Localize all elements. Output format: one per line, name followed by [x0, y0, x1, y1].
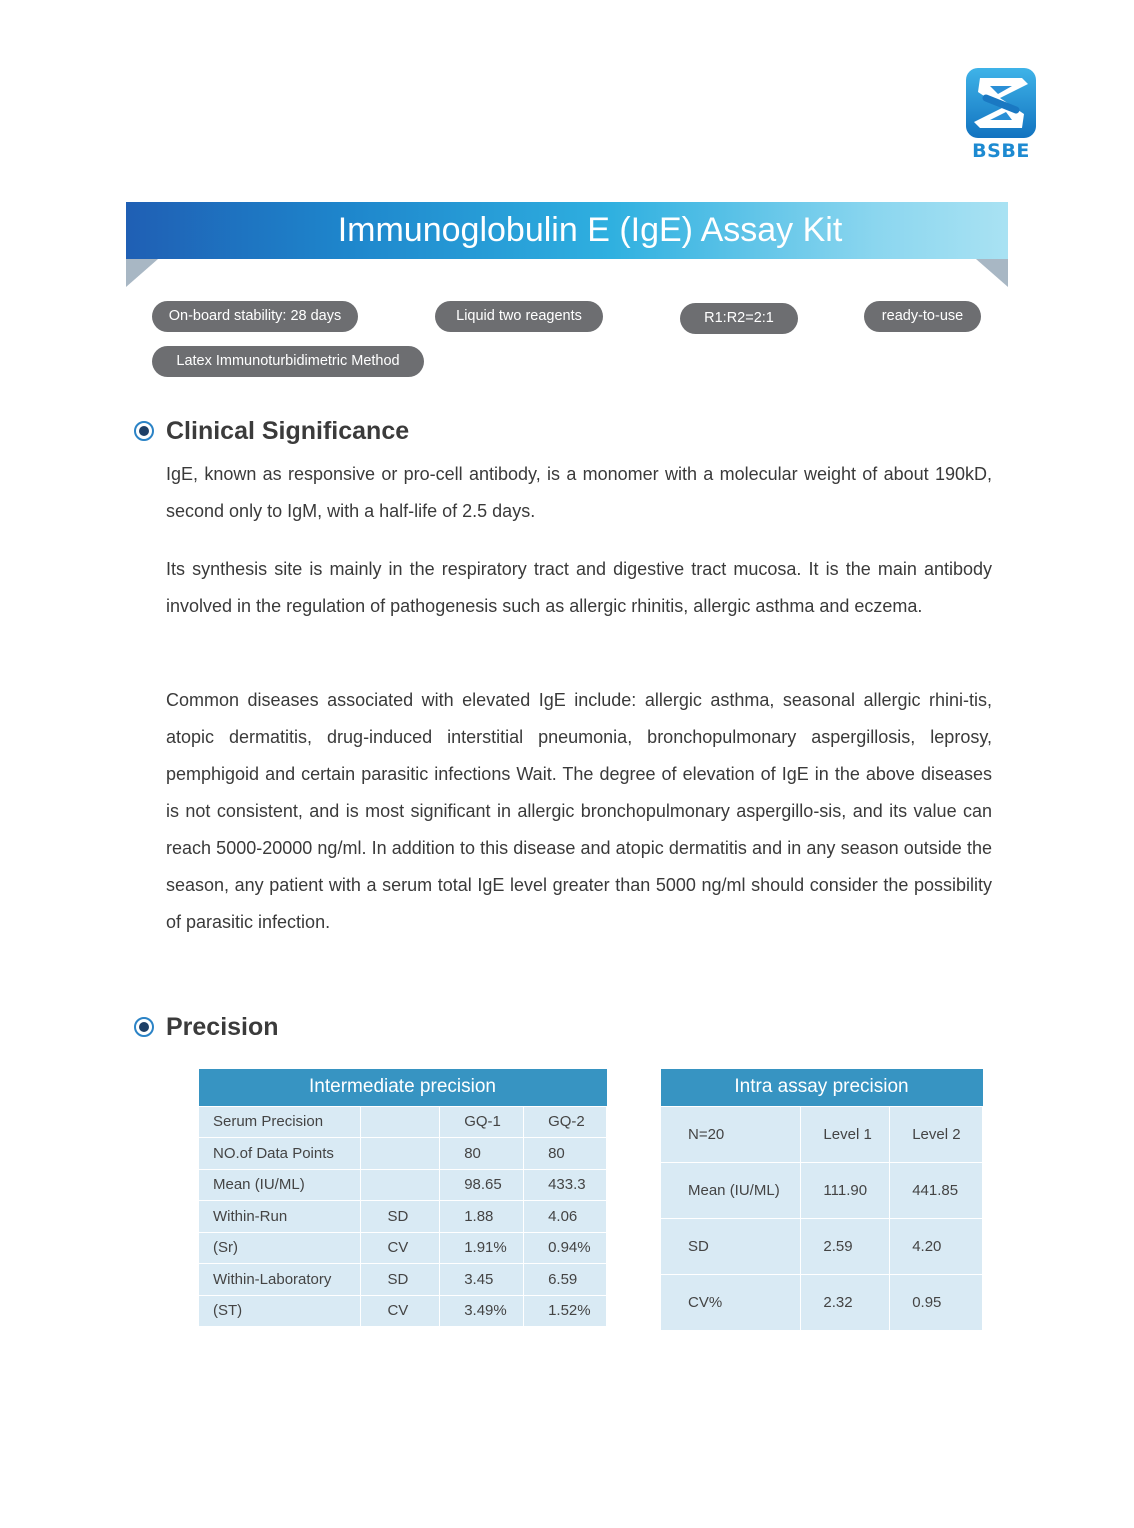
table-row [199, 1138, 607, 1170]
table-row [199, 1169, 607, 1201]
bsbe-s-logo-icon [966, 68, 1036, 138]
table-row [199, 1106, 607, 1138]
paragraph: IgE, known as responsive or pro-cell antibody, is a monomer with a molecular weight of about 190kD, second only to IgM, with a half-life of 2.5 days. [166, 464, 992, 521]
table-cell: 80 [440, 1138, 524, 1170]
table-cell: Serum Precision [199, 1106, 361, 1138]
table-row [199, 1264, 607, 1296]
table-cell: 1.52% [524, 1295, 607, 1327]
table-cell: 4.06 [524, 1201, 607, 1233]
table-cell: SD [361, 1201, 440, 1233]
table-cell [361, 1138, 440, 1170]
table-cell: Mean (IU/ML) [199, 1169, 361, 1201]
table-cell: CV [361, 1295, 440, 1327]
banner-fold-right [976, 259, 1008, 287]
paragraph: Its synthesis site is mainly in the respiratory tract and digestive tract mucosa. It is the main antibody involved in the regulation of pathogenesis such as allergic rhinitis, allergic asthma and eczema. [166, 559, 992, 616]
feature-pill-ready: ready-to-use [864, 301, 981, 332]
table-cell: 433.3 [524, 1169, 607, 1201]
table-row [661, 1274, 983, 1330]
table-title: Intermediate precision [199, 1069, 607, 1106]
table-title: Intra assay precision [661, 1069, 983, 1106]
table-row [199, 1295, 607, 1327]
section-heading-clinical [134, 416, 409, 446]
table-cell: CV% [661, 1274, 801, 1330]
table-cell: 2.59 [801, 1218, 890, 1274]
table-cell: Within-Laboratory [199, 1264, 361, 1296]
table-cell: Mean (IU/ML) [661, 1162, 801, 1218]
table-cell: SD [361, 1264, 440, 1296]
bullet-icon [134, 421, 154, 441]
table-cell: CV [361, 1232, 440, 1264]
table-cell: GQ-1 [440, 1106, 524, 1138]
table-row [661, 1162, 983, 1218]
bullet-icon [134, 1017, 154, 1037]
feature-pill-stability: On-board stability: 28 days [152, 301, 358, 332]
feature-pill-ratio: R1:R2=2:1 [680, 303, 798, 334]
table-cell: 3.45 [440, 1264, 524, 1296]
table-row [199, 1201, 607, 1233]
brand-logo [964, 68, 1038, 164]
paragraph: Common diseases associated with elevated IgE include: allergic asthma, seasonal allergic rhini-tis, atopic dermatitis, drug-induced interstitial pneumonia, bronchopulmonary aspergillosis, leprosy, pemphigoid and certain parasitic infections Wait. The degree of elevation of IgE in the above diseases is not consistent, and is most significant in allergic bronchopulmonary aspergillo-sis, and its value can reach 5000-20000 ng/ml. In addition to this disease and atopic dermatitis and in any season outside the season, any patient with a serum total IgE level greater than 5000 ng/ml should consider the possibility of parasitic infection. [166, 690, 992, 932]
feature-pill-reagents: Liquid two reagents [435, 301, 603, 332]
table-cell: Level 1 [801, 1106, 890, 1162]
page-title: Immunoglobulin E (IgE) Assay Kit [337, 211, 843, 249]
table-cell: 111.90 [801, 1162, 890, 1218]
table-cell: 98.65 [440, 1169, 524, 1201]
table-cell: N=20 [661, 1106, 801, 1162]
table-cell: NO.of Data Points [199, 1138, 361, 1170]
table-row [661, 1218, 983, 1274]
table-cell: Level 2 [890, 1106, 983, 1162]
table-cell: (Sr) [199, 1232, 361, 1264]
table-cell [361, 1169, 440, 1201]
table-cell: (ST) [199, 1295, 361, 1327]
table-cell: 0.95 [890, 1274, 983, 1330]
table-cell: 441.85 [890, 1162, 983, 1218]
table-cell: 0.94% [524, 1232, 607, 1264]
feature-pill-method: Latex Immunoturbidimetric Method [152, 346, 424, 377]
table-cell: 80 [524, 1138, 607, 1170]
table-cell: 2.32 [801, 1274, 890, 1330]
table-cell: 3.49% [440, 1295, 524, 1327]
table-cell: Within-Run [199, 1201, 361, 1233]
table-row [199, 1232, 607, 1264]
table-cell: 4.20 [890, 1218, 983, 1274]
table-cell: SD [661, 1218, 801, 1274]
title-banner [126, 202, 1008, 259]
table-cell: 1.91% [440, 1232, 524, 1264]
intra-assay-precision-table [660, 1069, 983, 1331]
table-cell: 1.88 [440, 1201, 524, 1233]
intermediate-precision-table [198, 1069, 607, 1327]
table-cell: GQ-2 [524, 1106, 607, 1138]
section-title: Precision [166, 1012, 279, 1041]
banner-fold-left [126, 259, 158, 287]
logo-text: BSBE [972, 140, 1030, 162]
table-row [661, 1106, 983, 1162]
table-cell: 6.59 [524, 1264, 607, 1296]
table-cell [361, 1106, 440, 1138]
section-title: Clinical Significance [166, 416, 410, 445]
section-heading-precision [134, 1012, 279, 1042]
